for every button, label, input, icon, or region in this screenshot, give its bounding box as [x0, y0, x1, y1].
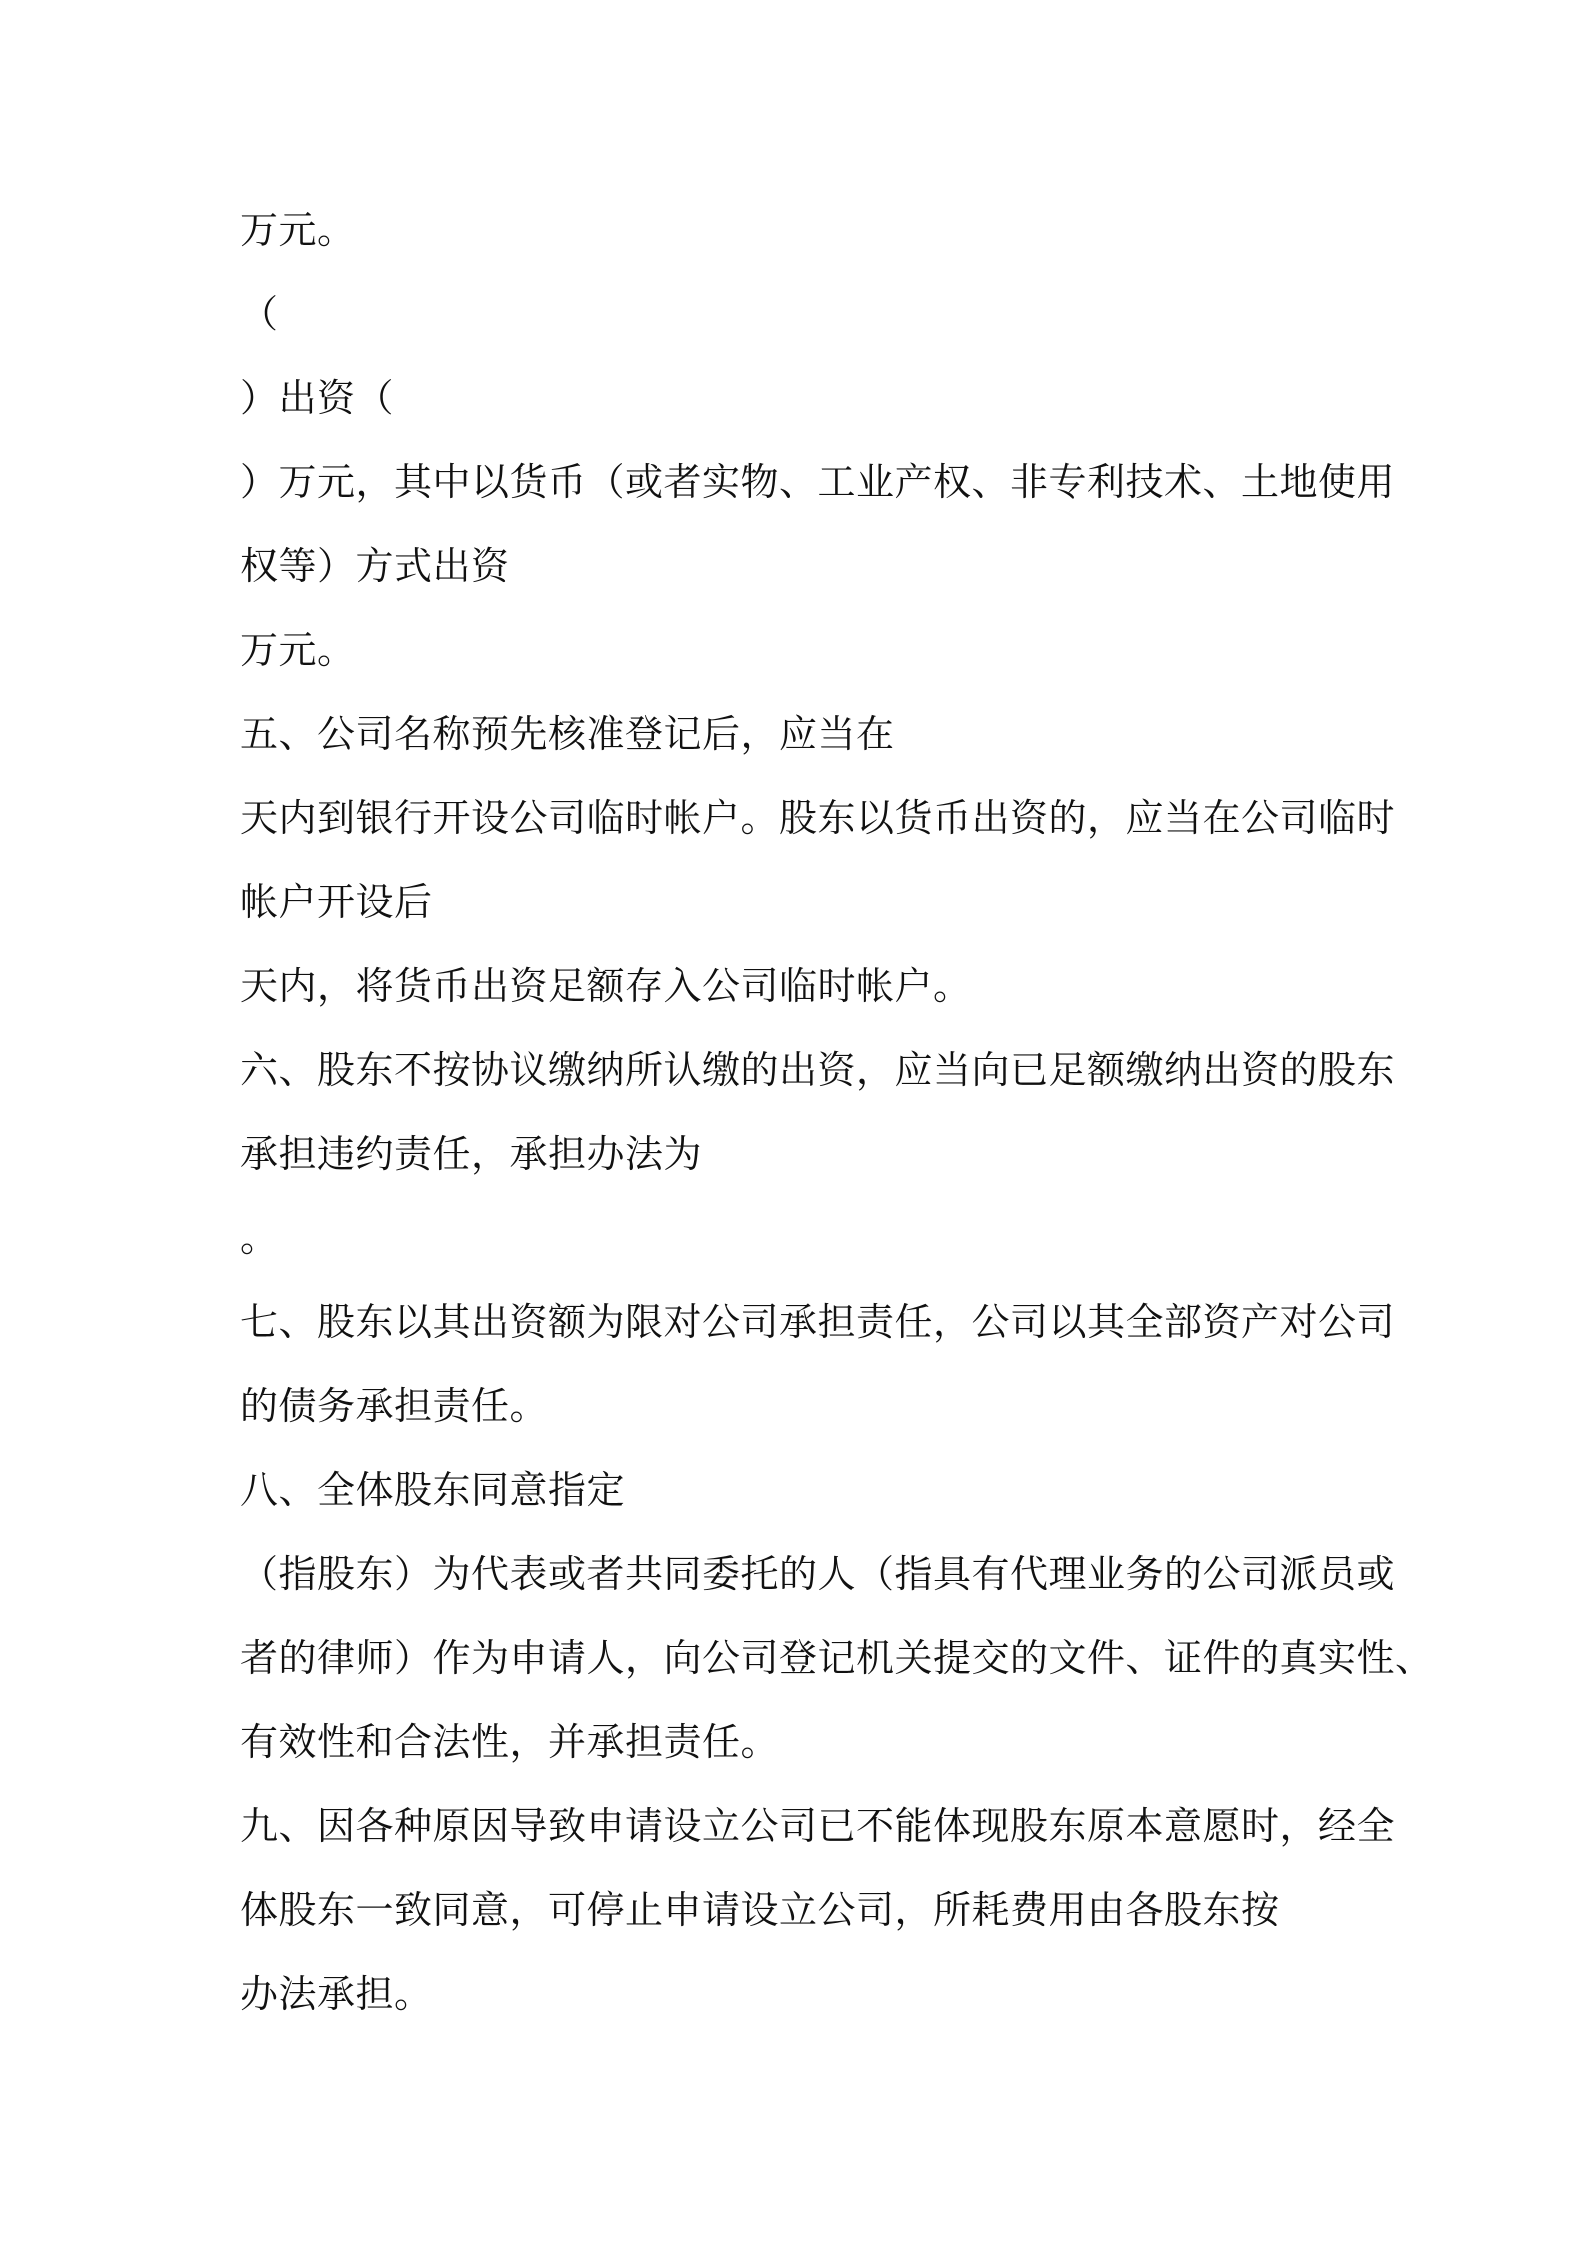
text-line-18: 者的律师）作为申请人，向公司登记机关提交的文件、证件的真实性、 — [240, 1636, 1434, 1680]
text-line-15: 的债务承担责任。 — [240, 1384, 549, 1428]
text-line-21: 体股东一致同意，可停止申请设立公司，所耗费用由各股东按 — [240, 1888, 1280, 1932]
text-line-17: （指股东）为代表或者共同委托的人（指具有代理业务的公司派员或 — [240, 1552, 1396, 1596]
clause-5-heading: 五、公司名称预先核准登记后，应当在 — [240, 712, 895, 756]
clause-6-heading: 六、股东不按协议缴纳所认缴的出资，应当向已足额缴纳出资的股东 — [240, 1048, 1396, 1092]
text-line-3: ）出资（ — [240, 376, 395, 420]
text-line-10: 天内，将货币出资足额存入公司临时帐户。 — [240, 964, 972, 1008]
text-line-19: 有效性和合法性，并承担责任。 — [240, 1720, 780, 1764]
text-line-5: 权等）方式出资 — [240, 544, 510, 588]
text-line-8: 天内到银行开设公司临时帐户。股东以货币出资的，应当在公司临时 — [240, 796, 1396, 840]
text-line-6: 万元。 — [240, 628, 356, 672]
clause-7-heading: 七、股东以其出资额为限对公司承担责任，公司以其全部资产对公司 — [240, 1300, 1396, 1344]
text-line-2: （ — [240, 292, 279, 336]
text-line-13: 。 — [240, 1216, 279, 1260]
text-line-12: 承担违约责任，承担办法为 — [240, 1132, 703, 1176]
text-line-9: 帐户开设后 — [240, 880, 433, 924]
clause-8-heading: 八、全体股东同意指定 — [240, 1468, 626, 1512]
clause-9-heading: 九、因各种原因导致申请设立公司已不能体现股东原本意愿时，经全 — [240, 1804, 1396, 1848]
text-line-4: ）万元，其中以货币（或者实物、工业产权、非专利技术、土地使用 — [240, 460, 1396, 504]
text-line-22: 办法承担。 — [240, 1972, 433, 2016]
text-line-1: 万元。 — [240, 208, 356, 252]
